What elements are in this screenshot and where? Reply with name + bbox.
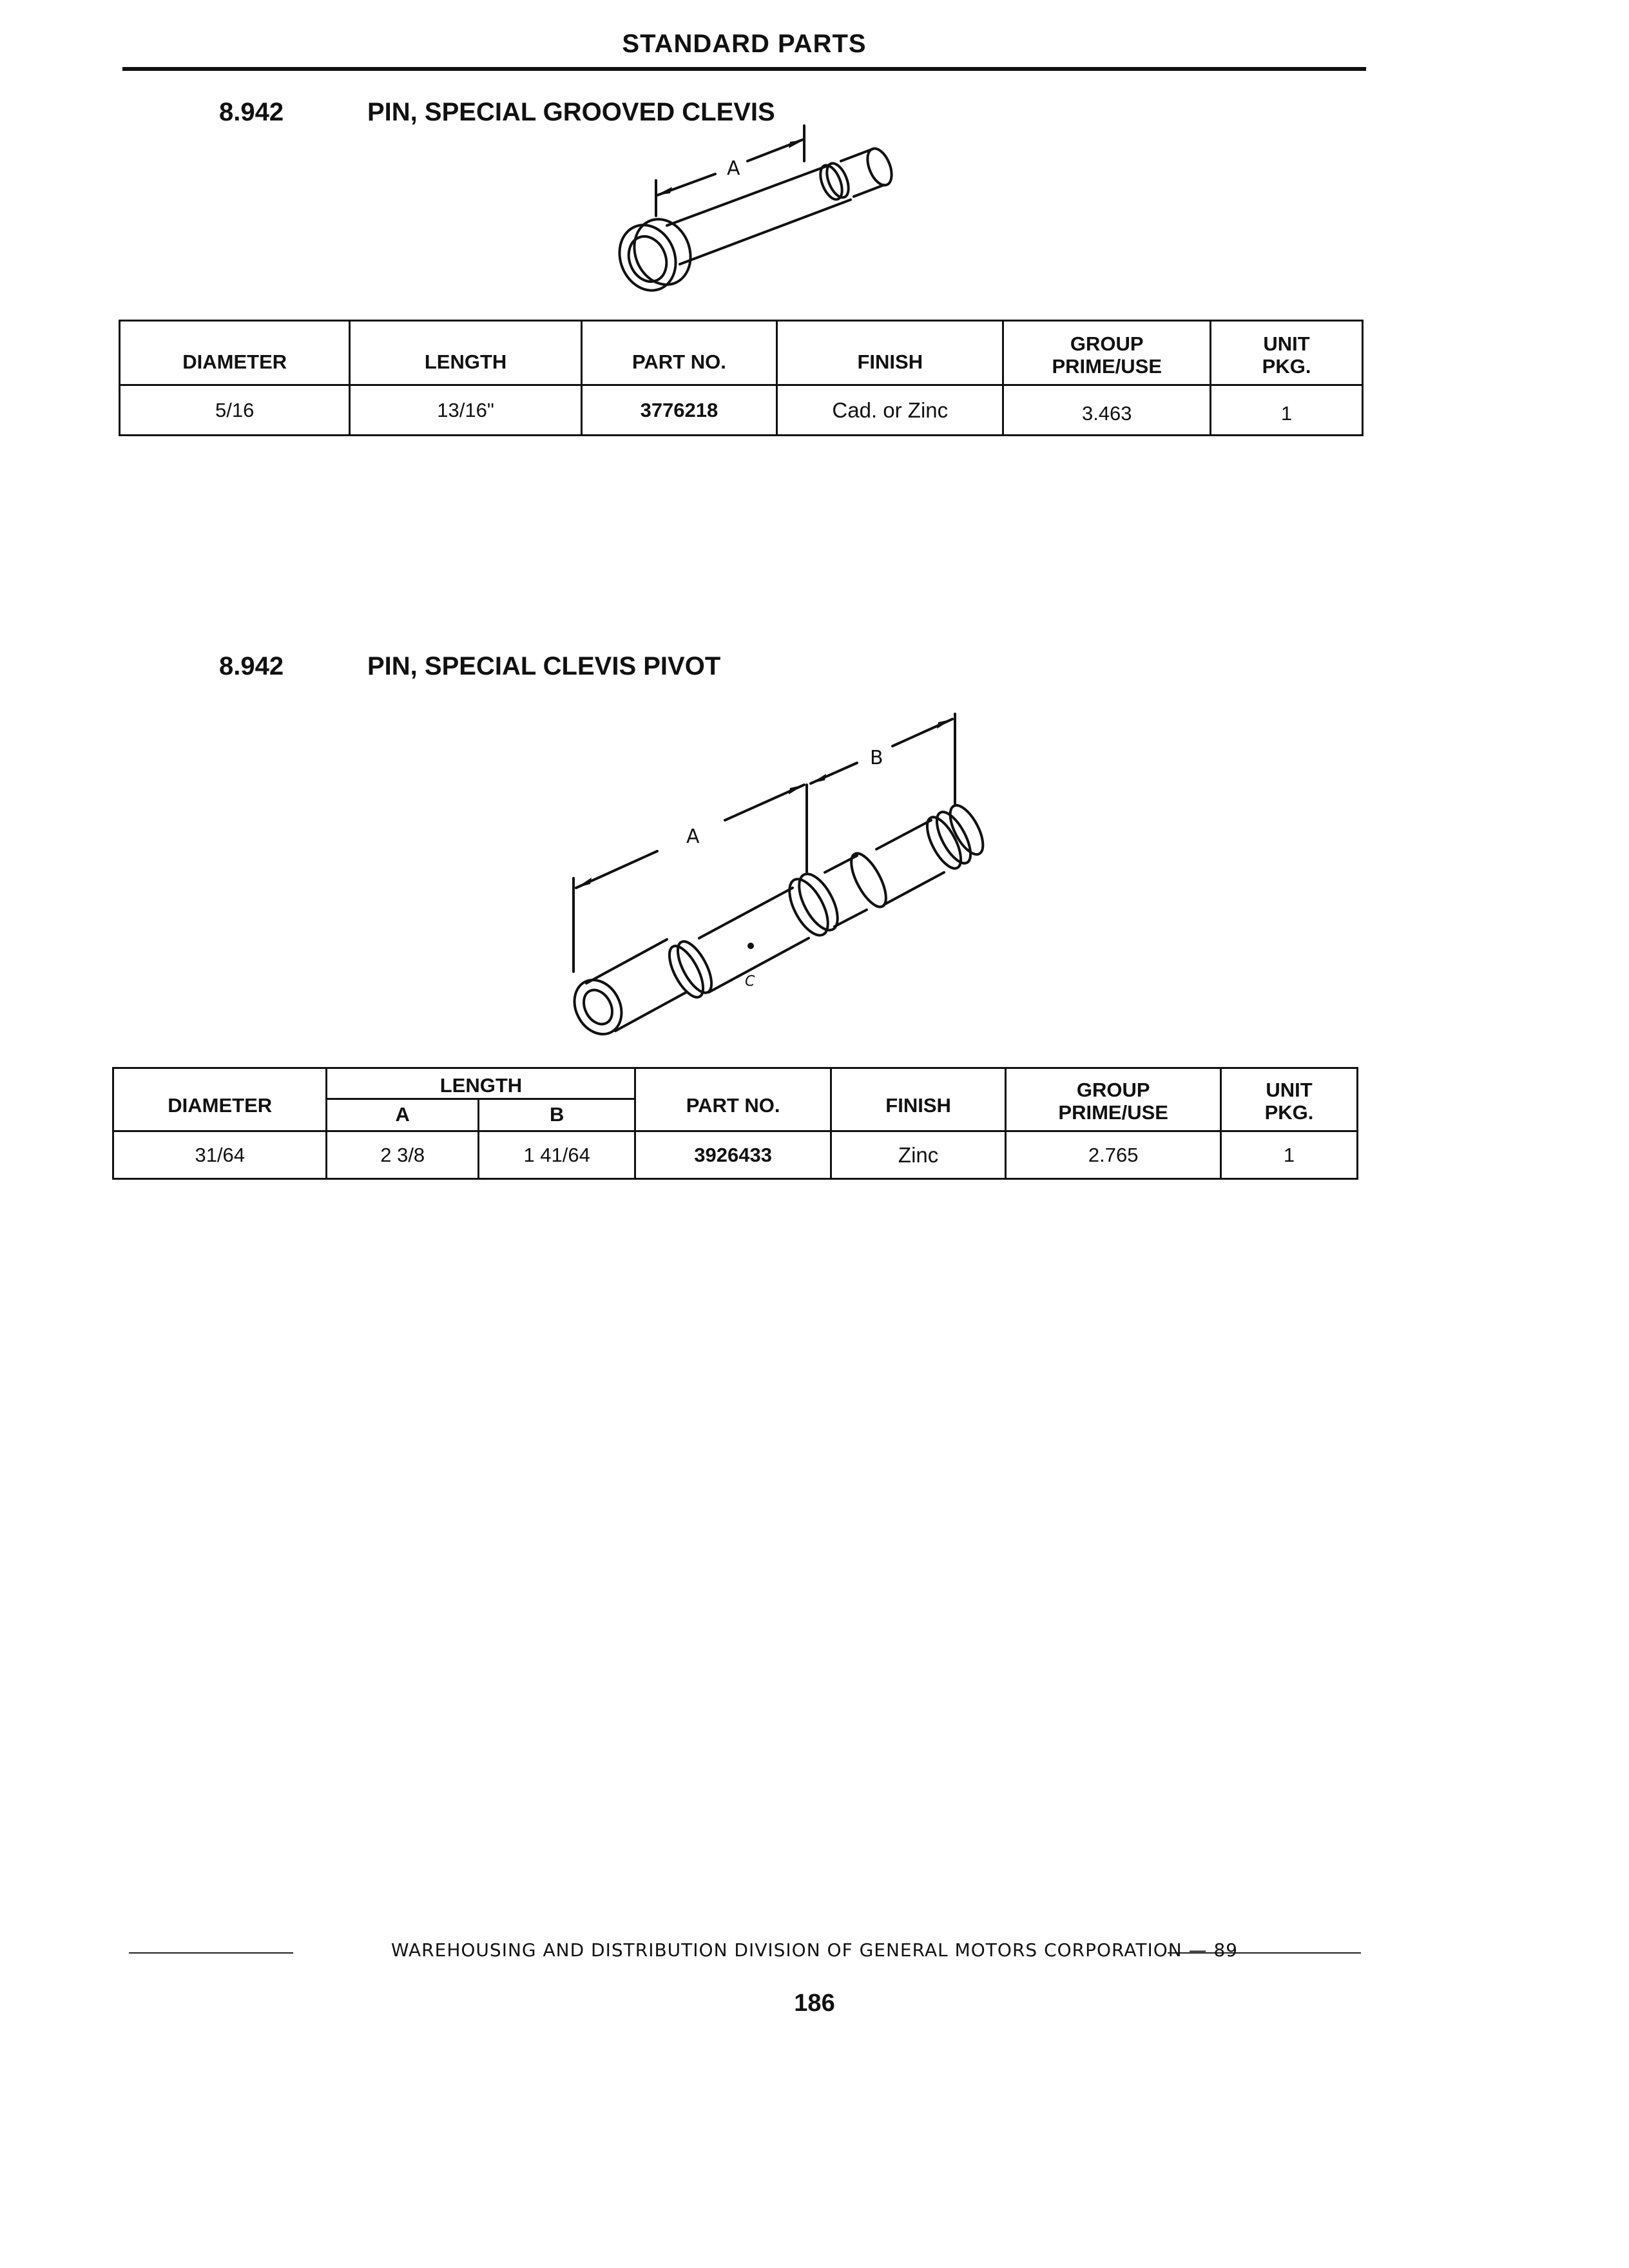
cell-diameter: 5/16 [120,385,350,436]
header-unit-pkg-text: UNIT PKG. [1264,1078,1314,1124]
header-finish: FINISH [777,321,1003,385]
header-group-prime-use [1003,321,1211,385]
header-length: LENGTH [327,1068,635,1099]
grooved-clevis-pin-drawing [606,126,902,312]
cell-part-no: 3776218 [581,385,776,436]
cell-diameter: 31/64 [113,1131,327,1179]
header-diameter: DIAMETER [113,1068,327,1131]
header-group-prime-use [1006,1068,1221,1131]
clevis-pivot-pin-table [112,1067,1358,1180]
header-length: LENGTH [350,321,581,385]
cell-length: 13/16" [350,385,581,436]
header-length-a: A [327,1099,478,1131]
dimension-a-label: A [727,157,740,180]
cell-group-prime-use: 2.765 [1006,1131,1221,1179]
header-unit-pkg [1211,321,1363,385]
cell-finish: Cad. or Zinc [777,385,1003,436]
header-group-prime-use-text: GROUP PRIME/USE [1058,1078,1168,1124]
dimension-b-label: B [870,747,883,769]
cell-length-a: 2 3/8 [327,1131,478,1179]
section-1-title: PIN, SPECIAL GROOVED CLEVIS [367,98,775,126]
dimension-a-label: A [686,825,700,848]
dimension-c-label: C [745,974,755,990]
cell-unit-pkg: 1 [1211,385,1363,436]
page-number: 186 [794,1990,835,2017]
header-diameter: DIAMETER [120,321,350,385]
cell-length-b: 1 41/64 [478,1131,635,1179]
page-header-title: STANDARD PARTS [622,30,867,58]
grooved-clevis-pin-table [119,320,1364,436]
cell-unit-pkg: 1 [1221,1131,1358,1179]
header-unit-pkg-text: UNIT PKG. [1262,332,1311,378]
header-length-b: B [478,1099,635,1131]
header-group-prime-use-text: GROUP PRIME/USE [1052,332,1162,378]
header-part-no: PART NO. [581,321,776,385]
clevis-pivot-pin-drawing [554,714,1005,1043]
table-row [113,1131,1358,1179]
header-unit-pkg [1221,1068,1358,1131]
footer-text: WAREHOUSING AND DISTRIBUTION DIVISION OF GENERAL MOTORS CORPORATION — 89 [390,1939,1239,1961]
section-1-number: 8.942 [219,98,284,126]
table-row [120,385,1363,436]
header-part-no: PART NO. [635,1068,831,1131]
cell-group-prime-use: 3.463 [1003,385,1211,436]
section-2-number: 8.942 [219,652,284,680]
cell-part-no: 3926433 [635,1131,831,1179]
cell-finish: Zinc [831,1131,1005,1179]
header-rule [122,67,1366,71]
header-finish: FINISH [831,1068,1005,1131]
section-2-title: PIN, SPECIAL CLEVIS PIVOT [367,652,721,680]
